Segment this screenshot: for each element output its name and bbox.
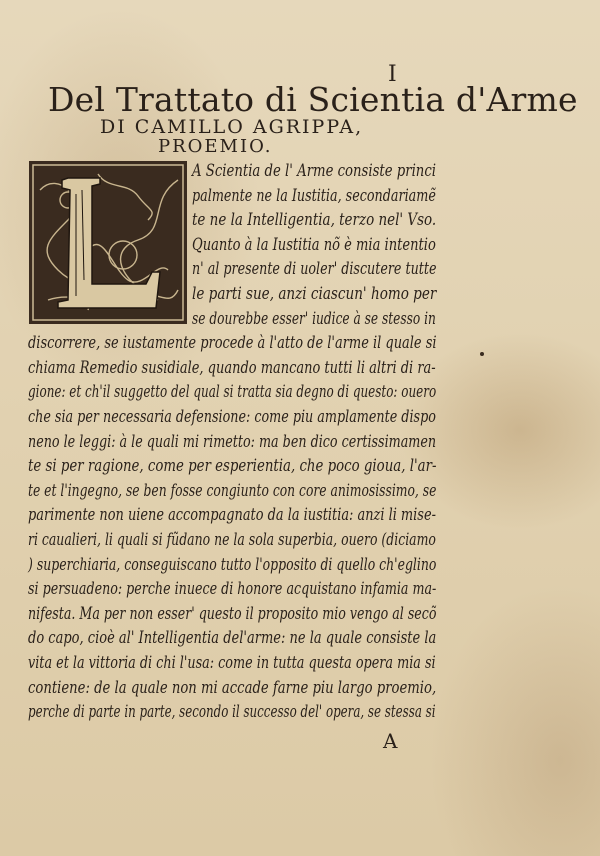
- page-number: I: [388, 62, 398, 87]
- text-line: chiama Remedio susidiale, quando mancano tutti li altri di ra-: [28, 357, 436, 377]
- text-line: se dourebbe esser' iudice à se stesso in: [192, 308, 436, 328]
- text-line: n' al presente di uoler' discutere tutte: [192, 259, 437, 279]
- catchword: A: [383, 729, 398, 753]
- text-line: perche di parte in parte, secondo il successo del' opera, se stessa si: [28, 702, 436, 722]
- text-line: si persuadeno: perche inuece di honore acquistano infamia ma-: [28, 579, 437, 599]
- text-line: Quanto à la Iustitia nõ è mia intentio: [192, 234, 436, 254]
- text-line: gione: et ch'il suggetto del qual si tratta sia degno di questo: ouero: [28, 382, 437, 402]
- text-line: ) superchiaria, conseguiscano tutto l'opposito di quello ch'eglino: [28, 554, 437, 574]
- text-line: te et l'ingegno, se ben fosse congiunto con core animosissimo, se: [28, 480, 437, 500]
- text-line: ri caualieri, li quali si fũdano ne la sola superbia, ouero (diciamo: [28, 530, 436, 549]
- author-line: DI CAMILLO AGRIPPA,: [100, 116, 364, 138]
- text-line: che sia per necessaria defensione: come piu amplamente dispo: [28, 407, 436, 426]
- text-line: te si per ragione, come per esperientia, che poco gioua, l'ar-: [28, 456, 437, 476]
- text-line: neno le leggi: à le quali mi rimetto: ma ben dico certissimamen: [28, 431, 437, 451]
- text-line: parimente non uiene accompagnato da la iustitia: anzi li mise-: [28, 505, 436, 525]
- text-line: nifesta. Ma per non esser' questo il proposito mio vengo al secõ: [28, 603, 437, 623]
- text-line: contiene: de la quale non mi accade farne piu largo proemio,: [28, 677, 437, 697]
- ink-spot: [480, 352, 484, 356]
- text-line: A Scientia de l' Arme consiste princi: [192, 161, 436, 180]
- text-line: palmente ne la Iustitia, secondariamẽ: [192, 185, 436, 205]
- decorated-initial-L: [28, 160, 188, 325]
- text-line: discorrere, se iustamente procede à l'atto de l'arme il quale si: [28, 333, 437, 353]
- section-heading: PROEMIO.: [158, 136, 273, 157]
- text-line: vita et la vittoria di chi l'usa: come in tutta questa opera mia si: [28, 653, 436, 672]
- text-line: do capo, cioè al' Intelligentia del'arme: ne la quale consiste la: [28, 628, 437, 648]
- text-line: te ne la Intelligentia, terzo nel' Vso.: [192, 210, 437, 230]
- text-line: le parti sue, anzi ciascun' homo per: [192, 284, 437, 303]
- page-title: Del Trattato di Scientia d'Arme: [48, 80, 578, 119]
